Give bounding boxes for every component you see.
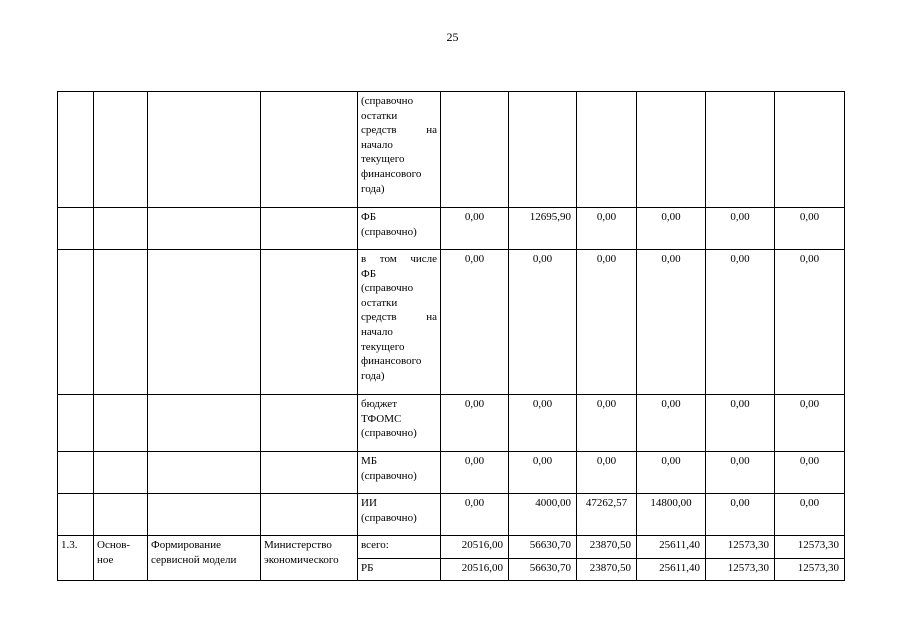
cell-name <box>148 452 261 494</box>
cell-value: 0,00 <box>775 250 845 395</box>
cell-name <box>148 494 261 536</box>
cell-value: 20516,00 <box>441 559 509 581</box>
source-line: ФБ <box>361 211 377 223</box>
cell-value: 0,00 <box>706 250 775 395</box>
cell-name <box>148 208 261 250</box>
cell-value: 4000,00 <box>509 494 577 536</box>
cell-value: 0,00 <box>441 395 509 452</box>
cell-value: 12573,30 <box>775 536 845 559</box>
cell-value: 0,00 <box>441 452 509 494</box>
source-line: финансового <box>361 355 422 368</box>
cell-value: 25611,40 <box>637 559 706 581</box>
source-line: начало <box>361 138 393 151</box>
source-line: средств на <box>361 311 437 324</box>
cell-value: 0,00 <box>775 395 845 452</box>
cell-source <box>358 395 441 452</box>
cell-source <box>358 494 441 536</box>
cell-executor <box>261 92 358 208</box>
cell-executor <box>261 395 358 452</box>
cell-source: РБ <box>358 559 441 581</box>
source-line: остатки <box>361 109 398 122</box>
cell-type <box>94 250 148 395</box>
cell-name <box>148 395 261 452</box>
source-line: года) <box>361 369 385 382</box>
cell-source <box>358 208 441 250</box>
cell-value <box>775 92 845 208</box>
source-line: в том числе <box>361 253 437 265</box>
cell-type <box>94 208 148 250</box>
cell-value: 0,00 <box>577 250 637 395</box>
cell-value: 0,00 <box>775 494 845 536</box>
cell-value: 0,00 <box>637 250 706 395</box>
page-number: 25 <box>446 30 459 44</box>
cell-source <box>358 250 441 395</box>
cell-value: 0,00 <box>509 250 577 395</box>
source-line: бюджет <box>361 398 397 410</box>
cell-source: всего: <box>358 536 441 559</box>
cell-value: 12573,30 <box>706 559 775 581</box>
cell-value: 56630,70 <box>509 536 577 559</box>
cell-number <box>58 494 94 536</box>
cell-number <box>58 208 94 250</box>
cell-value: 20516,00 <box>441 536 509 559</box>
cell-name <box>148 250 261 395</box>
cell-number <box>58 452 94 494</box>
budget-table <box>57 91 845 581</box>
table-row <box>58 452 845 494</box>
cell-value <box>577 92 637 208</box>
cell-value: 12695,90 <box>509 208 577 250</box>
source-line: (справочно) <box>361 469 417 482</box>
cell-source <box>358 92 441 208</box>
table-row <box>58 208 845 250</box>
cell-value: 0,00 <box>577 452 637 494</box>
cell-executor: Министерство экономического <box>261 536 358 581</box>
cell-value: 23870,50 <box>577 559 637 581</box>
cell-executor <box>261 208 358 250</box>
cell-type: Основ- ное <box>94 536 148 581</box>
source-line: финансового <box>361 167 422 180</box>
cell-value: 0,00 <box>637 395 706 452</box>
source-line: (справочно) <box>361 225 417 238</box>
cell-source <box>358 452 441 494</box>
cell-value: 0,00 <box>706 208 775 250</box>
cell-value: 0,00 <box>441 494 509 536</box>
cell-value: 23870,50 <box>577 536 637 559</box>
source-line: начало <box>361 325 393 338</box>
cell-value: 12573,30 <box>706 536 775 559</box>
source-line: текущего <box>361 153 405 166</box>
cell-value: 14800,00 <box>637 494 706 536</box>
cell-value <box>509 92 577 208</box>
cell-value: 12573,30 <box>775 559 845 581</box>
cell-value: 56630,70 <box>509 559 577 581</box>
cell-value: 0,00 <box>509 452 577 494</box>
source-line: средств на <box>361 124 437 137</box>
source-line: (справочно <box>361 95 414 107</box>
cell-number <box>58 250 94 395</box>
cell-type <box>94 92 148 208</box>
cell-type <box>94 494 148 536</box>
source-line: (справочно <box>361 282 414 295</box>
cell-name <box>148 92 261 208</box>
cell-name: Формирование сервисной модели <box>148 536 261 581</box>
table-row <box>58 250 845 395</box>
source-line: остатки <box>361 296 398 309</box>
table-row <box>58 494 845 536</box>
cell-value: 25611,40 <box>637 536 706 559</box>
source-line: ФБ <box>361 267 377 280</box>
cell-executor <box>261 452 358 494</box>
cell-value <box>706 92 775 208</box>
cell-value: 0,00 <box>706 395 775 452</box>
source-line: ИИ <box>361 497 377 509</box>
source-line: (справочно) <box>361 511 417 524</box>
cell-value <box>637 92 706 208</box>
cell-executor <box>261 250 358 395</box>
cell-type <box>94 452 148 494</box>
cell-value <box>441 92 509 208</box>
cell-value: 0,00 <box>775 208 845 250</box>
source-line: текущего <box>361 340 405 353</box>
source-line: ТФОМС <box>361 412 402 425</box>
cell-value: 47262,57 <box>577 494 637 536</box>
cell-value: 0,00 <box>509 395 577 452</box>
cell-executor <box>261 494 358 536</box>
cell-value: 0,00 <box>706 452 775 494</box>
cell-value: 0,00 <box>637 208 706 250</box>
table-row <box>58 395 845 452</box>
source-line: года) <box>361 182 385 195</box>
cell-value: 0,00 <box>577 208 637 250</box>
table-row <box>58 92 845 208</box>
cell-number: 1.3. <box>58 536 94 581</box>
source-line: (справочно) <box>361 427 417 440</box>
cell-value: 0,00 <box>441 208 509 250</box>
source-line: МБ <box>361 455 378 467</box>
cell-number <box>58 395 94 452</box>
cell-value: 0,00 <box>706 494 775 536</box>
cell-value: 0,00 <box>441 250 509 395</box>
cell-value: 0,00 <box>577 395 637 452</box>
cell-value: 0,00 <box>775 452 845 494</box>
cell-value: 0,00 <box>637 452 706 494</box>
cell-number <box>58 92 94 208</box>
cell-type <box>94 395 148 452</box>
table-row <box>58 536 845 559</box>
